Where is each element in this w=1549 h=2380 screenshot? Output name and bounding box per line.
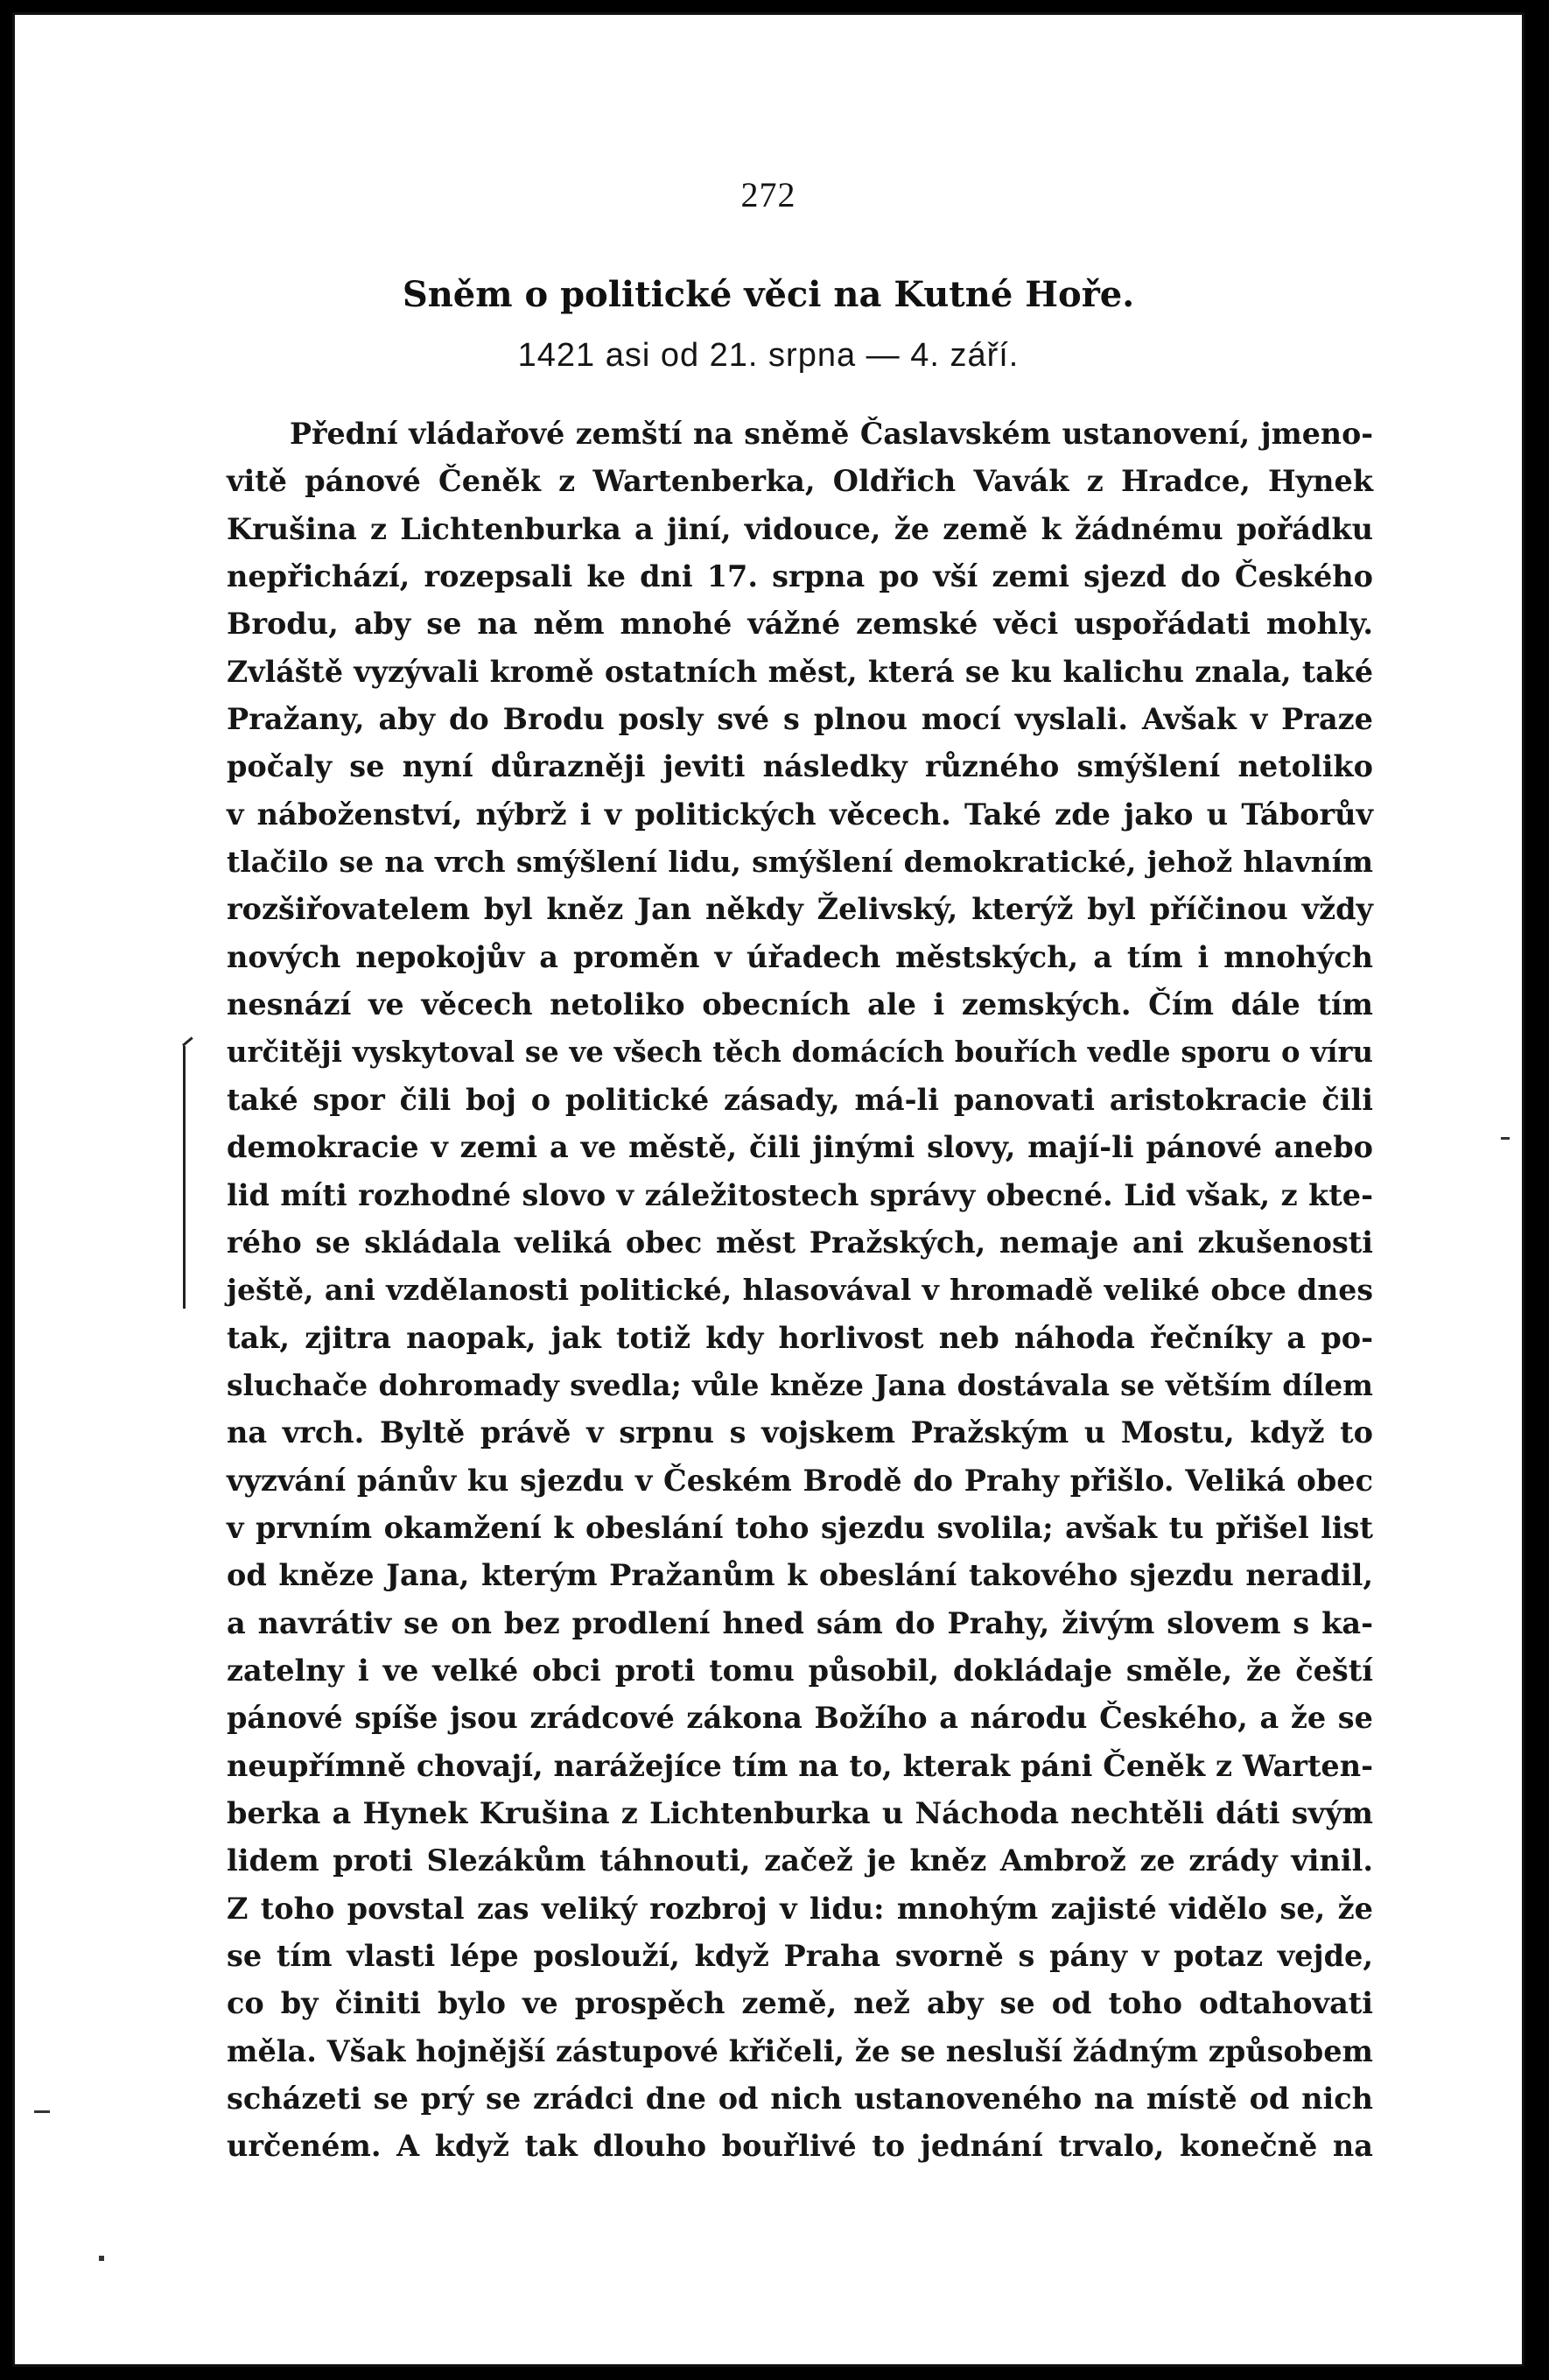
text-line: měla. Však hojnější zástupové křičeli, že se nesluší žádným způsobem [227,2033,1373,2068]
text-line: tak, zjitra naopak, jak totiž kdy horlivost neb náhoda řečníky a po- [227,1320,1373,1355]
text-line: se tím vlasti lépe poslouží, když Praha svorně s pány v potaz vejde, [227,1939,1373,1973]
margin-dot-mark [99,2256,104,2261]
text-line: scházeti se prý se zrádci dne od nich ustanoveného na místě od nich [227,2082,1373,2117]
margin-dash-mark [1501,1137,1510,1140]
text-line: nových nepokojův a proměn v úřadech městských, a tím i mnohých [227,939,1373,974]
chapter-title: Sněm o politické věci na Kutné Hoře. [402,274,1135,315]
text-line: Brodu, aby se na něm mnohé vážné zemské věci uspořádati mohly. [227,607,1373,642]
text-line: sluchače dohromady svedla; vůle kněze Jana dostávala se větším dílem [227,1367,1373,1402]
text-line: na vrch. Byltě právě v srpnu s vojskem Pražským u Mostu, když to [227,1415,1373,1450]
text-line: počaly se nyní důrazněji jeviti následky různého smýšlení netoliko [227,749,1373,784]
text-line: Krušina z Lichtenburka a jiní, vidouce, že země k žádnému pořádku [227,511,1373,546]
margin-bracket-mark [183,1046,198,1309]
text-line: demokracie v zemi a ve městě, čili jinými slovy, mají-li pánové anebo [227,1130,1373,1165]
text-line: ještě, ani vzdělanosti politické, hlasovával v hromadě veliké obce dnes [227,1273,1373,1308]
text-line: Pražany, aby do Brodu posly své s plnou mocí vyslali. Avšak v Praze [227,702,1373,737]
text-line: určeném. A když tak dlouho bouřlivé to jednání trvalo, konečně na [227,2129,1373,2164]
text-line: Přední vládařové zemští na sněmě Časlavském ustanovení, jmeno- [290,417,1373,451]
text-line: Z toho povstal zas veliký rozbroj v lidu: mnohým zajisté vidělo se, že [227,1891,1373,1926]
text-line: lidem proti Slezákům táhnouti, začež je kněz Ambrož ze zrády vinil. [227,1843,1373,1878]
text-line: co by činiti bylo ve prospěch země, než aby se od toho odtahovati [227,1986,1373,2021]
book-page [12,12,1524,2367]
text-line: tlačilo se na vrch smýšlení lidu, smýšlení demokratické, jehož hlavním [227,845,1373,880]
text-line: v prvním okamžení k obeslání toho sjezdu svolila; avšak tu přišel list [227,1510,1373,1545]
text-line: vyzvání pánův ku sjezdu v Českém Brodě do Prahy přišlo. Veliká obec [227,1463,1373,1498]
text-line: od kněze Jana, kterým Pražanům k obeslání takového sjezdu neradil, [227,1558,1373,1593]
text-line: zatelny i ve velké obci proti tomu působil, dokládaje směle, že čeští [227,1653,1373,1688]
text-line: určitěji vyskytoval se ve všech těch domácích bouřích vedle sporu o víru [227,1036,1373,1070]
text-line: lid míti rozhodné slovo v záležitostech správy obecné. Lid však, z kte- [227,1177,1373,1212]
text-line: pánové spíše jsou zrádcové zákona Božího a národu Českého, a že se [227,1701,1373,1736]
text-line: také spor čili boj o politické zásady, má-li panovati aristokracie čili [227,1082,1373,1117]
text-line: neupřímně chovají, narážejíce tím na to, kterak páni Čeněk z Warten- [227,1748,1373,1783]
text-line: berka a Hynek Krušina z Lichtenburka u Náchoda nechtěli dáti svým [227,1795,1373,1830]
text-line: nepřichází, rozepsali ke dni 17. srpna po vší zemi sjezd do Českého [227,559,1373,594]
margin-dash-mark [34,2110,50,2113]
text-line: rozšiřovatelem byl kněz Jan někdy Želivský, kterýž byl příčinou vždy [227,892,1373,927]
chapter-date: 1421 asi od 21. srpna — 4. září. [517,337,1020,374]
text-line: rého se skládala veliká obec měst Pražských, nemaje ani zkušenosti [227,1225,1373,1260]
text-line: Zvláště vyzývali kromě ostatních měst, která se ku kalichu znala, také [227,654,1373,689]
text-line: v náboženství, nýbrž i v politických věcech. Také zde jako u Táborův [227,797,1373,832]
text-line: nesnází ve věcech netoliko obecních ale i zemských. Čím dále tím [227,987,1373,1022]
text-line: vitě pánové Čeněk z Wartenberka, Oldřich Vavák z Hradce, Hynek [227,464,1373,499]
page-number: 272 [740,175,796,214]
text-line: a navrátiv se on bez prodlení hned sám do Prahy, živým slovem s ka- [227,1605,1373,1640]
body-text [227,411,1373,2171]
